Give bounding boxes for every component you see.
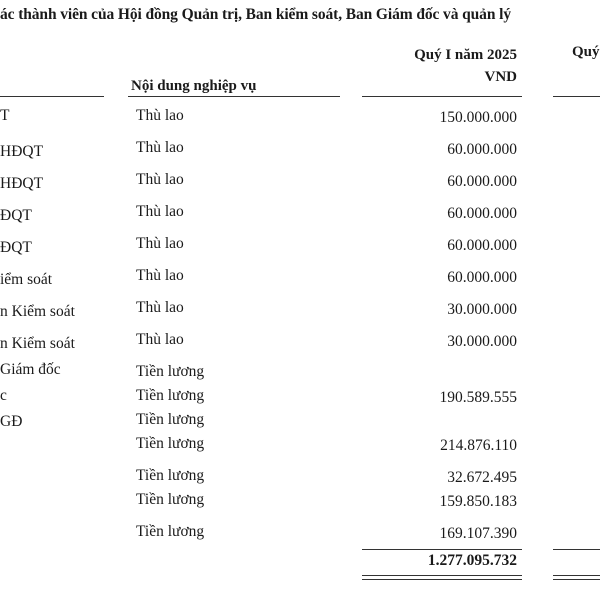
- row-content: Thù lao: [136, 235, 184, 252]
- row-amount: 60.000.000: [447, 205, 517, 222]
- row-amount: 60.000.000: [447, 269, 517, 286]
- row-amount: 30.000.000: [447, 301, 517, 318]
- section-heading: ác thành viên của Hội đồng Quản trị, Ban kiểm soát, Ban Giám đốc và quản lý: [0, 6, 511, 23]
- row-amount: 159.850.183: [439, 493, 517, 510]
- total-amount: 1.277.095.732: [427, 552, 517, 569]
- row-amount: 32.672.495: [447, 469, 517, 486]
- row-content: Tiền lương: [136, 435, 205, 452]
- header-rule-previous: [553, 96, 600, 97]
- total-double-rule-previous: [553, 575, 600, 580]
- row-name: Giám đốc: [0, 361, 61, 378]
- row-amount: 60.000.000: [447, 237, 517, 254]
- row-name: n Kiểm soát: [0, 303, 75, 320]
- total-double-rule: [362, 575, 522, 580]
- subtotal-rule-previous: [553, 549, 600, 550]
- column-header-previous-period: Quý: [572, 44, 600, 60]
- row-amount: 60.000.000: [447, 173, 517, 190]
- row-amount: 150.000.000: [439, 109, 517, 126]
- row-name: ĐQT: [0, 207, 32, 224]
- row-name: GĐ: [0, 413, 23, 430]
- row-amount: 60.000.000: [447, 141, 517, 158]
- row-content: Thù lao: [136, 299, 184, 316]
- row-content: Tiền lương: [136, 387, 205, 404]
- row-content: Tiền lương: [136, 363, 205, 380]
- row-content: Tiền lương: [136, 523, 205, 540]
- row-content: Thù lao: [136, 331, 184, 348]
- row-name: HĐQT: [0, 143, 44, 160]
- subtotal-rule: [362, 549, 522, 550]
- column-header-q1-2025: [414, 44, 517, 88]
- row-amount: 30.000.000: [447, 333, 517, 350]
- row-name: n Kiểm soát: [0, 335, 75, 352]
- row-name: c: [0, 387, 7, 404]
- row-content: Thù lao: [136, 107, 184, 124]
- row-amount: 190.589.555: [439, 389, 517, 406]
- column-header-content: Nội dung nghiệp vụ: [131, 78, 257, 94]
- row-name: T: [0, 107, 10, 124]
- row-content: Thù lao: [136, 267, 184, 284]
- row-name: ĐQT: [0, 239, 32, 256]
- header-rule-name: [0, 96, 104, 97]
- row-content: Tiền lương: [136, 467, 205, 484]
- header-rule-amount: [362, 96, 522, 97]
- row-content: Thù lao: [136, 139, 184, 156]
- row-content: Thù lao: [136, 203, 184, 220]
- row-name: HĐQT: [0, 175, 44, 192]
- column-header-period: Quý I năm 2025: [414, 47, 517, 63]
- row-content: Thù lao: [136, 171, 184, 188]
- column-header-currency: VND: [484, 69, 517, 85]
- header-rule-content: [128, 96, 340, 97]
- row-amount: 214.876.110: [440, 437, 517, 454]
- row-name: iểm soát: [0, 271, 53, 288]
- row-amount: 169.107.390: [439, 525, 517, 542]
- row-content: Tiền lương: [136, 411, 205, 428]
- row-content: Tiền lương: [136, 491, 205, 508]
